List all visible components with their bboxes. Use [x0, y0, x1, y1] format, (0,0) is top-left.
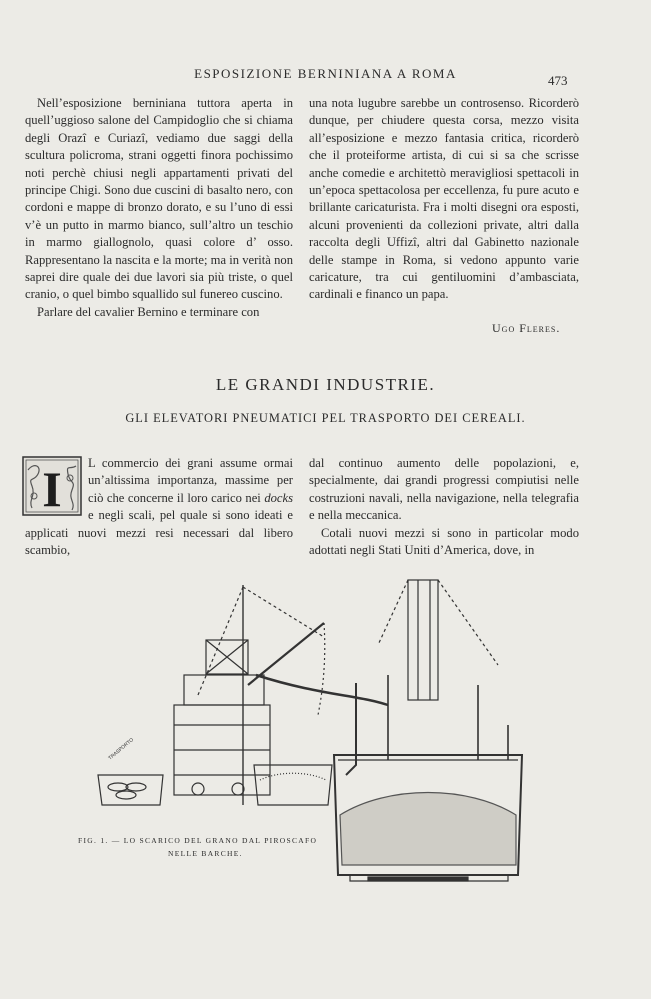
article2-paragraph-2: dal continuo aumento delle popolazioni, e, specialmente, dai grandi progressi compiutisi nelle costruzioni navali, nella navigazione, nella telegrafia e nella meccanica.: [309, 456, 579, 523]
article2-paragraph-3: Cotali nuovi mezzi si sono in particolar modo adottati negli Stati Uniti d’America, dove, in: [309, 525, 579, 558]
article2-column-left: [25, 455, 293, 559]
middle-barge: [254, 765, 332, 805]
article2-paragraph-1-start: L commercio dei grani assume ormai un’altissima importanza, massime per ciò che concerne il loro carico nei: [88, 456, 293, 505]
drop-cap-letter: I: [42, 461, 62, 516]
article1-column-left: [25, 95, 293, 321]
page-number: 473: [548, 73, 568, 88]
grain-cargo: [340, 793, 516, 866]
pneumatic-pipe: [256, 675, 388, 705]
steamer-funnel: [408, 580, 438, 700]
drop-cap-ornament: [22, 456, 82, 516]
figure-label: TRASPORTO: [107, 737, 135, 762]
article1-column-right: [309, 95, 579, 304]
article2-column-right: [309, 455, 579, 559]
article1-paragraph-3: una nota lugubre sarebbe un controsenso. Ricorderò dunque, per chiudere questa corsa, mezzo visita all’esposizione e mezzo fantasia critica, ricorderò che il proteiforme artista, di cui si sa che scrisse anche comedie e architettò meravigliosi spettacoli in un’epoca spettacolosa per eccellenza, fu pure acuto e brillante caricaturista. Fra i molti disegni ora esposti, alcuni provenienti da collezioni private, altri dalla raccolta degli Uffizî, altri dal Gabinetto nazionale delle stampe in Roma, si vedono appunto varie caricature, tra cui gentiluomini d’ambasciata, cardinali e financo un papa.: [309, 96, 579, 302]
article1-paragraph-2: Parlare del cavalier Bernino e terminare con: [37, 304, 260, 319]
running-head: ESPOSIZIONE BERNINIANA A ROMA: [194, 66, 457, 81]
figure-caption-line-1: FIG. 1. — LO SCARICO DEL GRANO DAL PIROSCAFO: [78, 836, 318, 845]
figure-caption-line-2: NELLE BARCHE.: [168, 849, 243, 858]
article1-paragraph-1: Nell’esposizione berniniana tuttora aperta in quell’uggioso salone del Campidoglio che si chiama degli Orazî e Curiazî, vediamo due saggi della scultura policroma, strani oggetti finora pochissimo noti perchè chiusi negli appartamenti privati del principe Chigi. Sono due cuscini di basalto nero, con cordoni e mappe di bronzo dorato, e su l’uno di essi v’è un putto in marmo bianco, sull’altro un teschio in marmo giallognolo, quasi colore d’ osso. Rappresentano la nascita e la morte; ma in verità non saprei dire quale dei due lavori sia più triste, o quel cranio, o quel bimbo squallido sul funereo cuscino.: [25, 96, 293, 302]
author-signature: Ugo Fleres.: [492, 321, 561, 335]
figure-caption: [78, 834, 317, 860]
section-subtitle: GLI ELEVATORI PNEUMATICI PEL TRASPORTO DEI CEREALI.: [125, 411, 526, 425]
section-title: LE GRANDI INDUSTRIE.: [215, 375, 436, 394]
docks-term: docks: [264, 490, 293, 505]
article2-paragraph-1-end: e negli scali, pel quale si sono ideati e applicati nuovi mezzi resi necessari dal libero scambio,: [25, 508, 293, 558]
